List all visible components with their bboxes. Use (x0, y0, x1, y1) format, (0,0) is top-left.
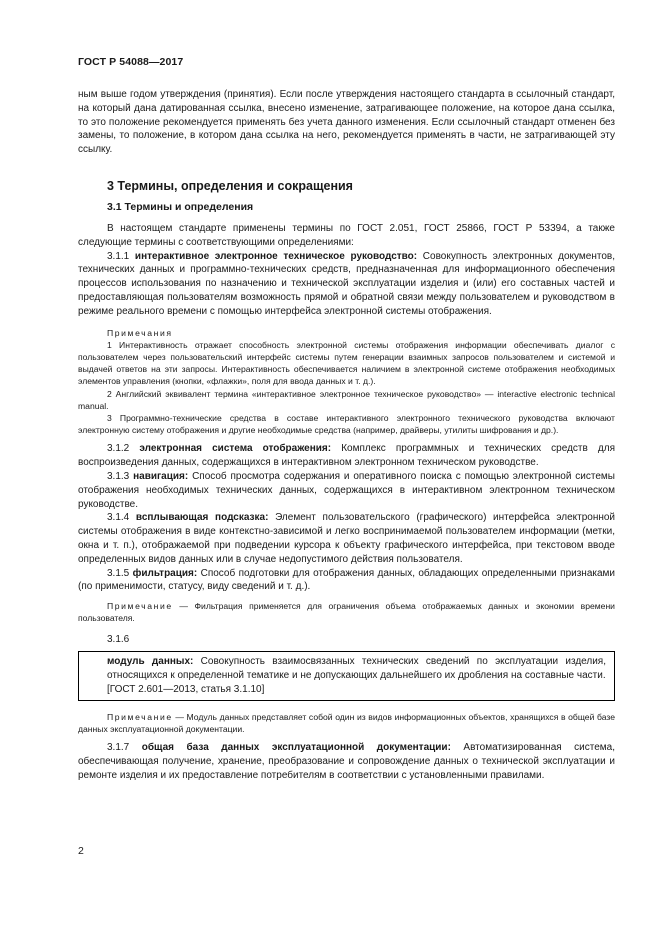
section-title: 3 Термины, определения и сокращения (107, 178, 353, 193)
term-name: навигация: (133, 470, 189, 482)
term-name: электронная система отображения: (139, 443, 332, 455)
term-3-1-4 (78, 511, 615, 566)
note-text: — Фильтрация применяется для ограничения объема отображаемых данных и экономии времени пользователя. (78, 601, 615, 624)
term-3-1-7 (78, 741, 615, 782)
term-name: модуль данных: (107, 656, 194, 668)
term-definition: Комплекс программных и технических средств для воспроизведения данных, содержащихся в интерактивном электронном техническом руководстве. (78, 443, 615, 469)
note-3: 3 Программно-технические средства в составе интерактивного электронного технического руководства включают электронную систему отображения и другие необходимые средства (например, драйверы, утилиты шифрования и др.). (78, 412, 615, 436)
term-3-1-1 (78, 250, 615, 319)
term-number: 3.1.7 (107, 742, 130, 754)
notes-block (78, 327, 615, 437)
note-label: Примечание (107, 601, 173, 612)
term-number: 3.1.3 (107, 470, 130, 482)
term-reference: [ГОСТ 2.601—2013, статья 3.1.10] (107, 683, 265, 695)
term-name: общая база данных эксплуатационной документации: (141, 742, 451, 754)
term-name: интерактивное электронное техническое руководство: (134, 250, 418, 262)
notes-heading: Примечания (107, 327, 173, 338)
subsection-title: 3.1 Термины и определения (107, 200, 254, 213)
document-code: ГОСТ Р 54088—2017 (78, 56, 184, 68)
term-3-1-6-box (78, 651, 615, 700)
term-definition: Элемент пользовательского (графического) интерфейса электронной системы отображения в виде контекстно-зависимой и легко воспринимаемой пользователем информации (метки, окна и т. п.), отображаемой при подведении курсора к объекту графического интерфейса, при текстовом вводе определенных видов данных или в случае недопустимого действия пользователя. (78, 512, 616, 565)
term-number: 3.1.4 (107, 512, 130, 524)
term-definition: Совокупность взаимосвязанных технических сведений по эксплуатации изделия, относящихся к определенной тематике и не допускающих дальнейшего их дробления на составные части. (107, 656, 606, 682)
note-3-1-5 (78, 600, 615, 624)
term-name: фильтрация: (132, 567, 198, 579)
term-number: 3.1.5 (107, 567, 130, 579)
term-name: всплывающая подсказка: (135, 512, 269, 524)
page-number: 2 (78, 845, 84, 857)
term-3-1-6-number: 3.1.6 (107, 633, 130, 645)
term-number: 3.1.1 (107, 250, 130, 262)
term-definition: Автоматизированная система, обеспечивающая получение, хранение, преобразование и сопровождение данных о технической эксплуатации и ремонте изделия и их предоставление потребителям в соответствии с установленными правилами. (78, 742, 616, 781)
note-text: — Модуль данных представляет собой один из видов информационных объектов, хранящихся в общей базе данных эксплуатационной документации. (78, 711, 615, 734)
term-definition: Способ подготовки для отображения данных, обладающих определенными признаками (по применимости, статусу, виду сведений и т. д.). (78, 567, 616, 593)
note-1: 1 Интерактивность отражает способность электронной системы отображения информации обеспечивать диалог с пользователем через пользовательский интерфейс системы путем генерации взаимных запросов пользователем и системой и выдачей ответов на эти запросы. Интерактивность обеспечивается наличием в электронной системе отображения необходимых элементов управления (кнопки, «флажки», поля для ввода данных и т. д.). (78, 339, 615, 387)
term-3-1-2 (78, 442, 615, 470)
term-definition: Способ просмотра содержания и оперативного поиска с помощью электронной системы отображения необходимых технических данных, содержащихся в интерактивном электронном техническом руководстве. (78, 470, 615, 510)
intro-paragraph: ным выше годом утверждения (принятия). Если после утверждения настоящего стандарта в ссылочный стандарт, на который дана датированная ссылка, внесено изменение, затрагивающее положение, на которое дана ссылка, то это положение рекомендуется применять без учета данного изменения. Если ссылочный стандарт отменен без замены, то положение, в котором дана ссылка на него, рекомендуется применять в части, не затрагивающей эту ссылку. (78, 89, 615, 156)
note-label: Примечание (107, 711, 173, 722)
section-intro: В настоящем стандарте применены термины по ГОСТ 2.051, ГОСТ 25866, ГОСТ Р 53394, а также следующие термины с соответствующими определениями: (78, 222, 615, 248)
note-3-1-6 (78, 711, 615, 735)
page-content (78, 88, 615, 783)
term-3-1-5 (78, 567, 615, 595)
term-3-1-3 (78, 470, 615, 511)
term-definition: Совокупность электронных документов, технических данных и программно-технических средств, предназначенная для информационного обеспечения процессов использования по назначению и технической эксплуатации изделия и (или) его составных частей и предоставляющая пользователям возможность прямой и обратной связи между пользователем и руководством в режиме реального времени с помощью интерфейса электронной системы отображения. (78, 250, 615, 317)
term-3-1-6 (107, 655, 606, 683)
note-2: 2 Английский эквивалент термина «интерактивное электронное техническое руководство» — interactive electronic technical manual. (78, 388, 615, 411)
term-number: 3.1.2 (107, 443, 130, 455)
